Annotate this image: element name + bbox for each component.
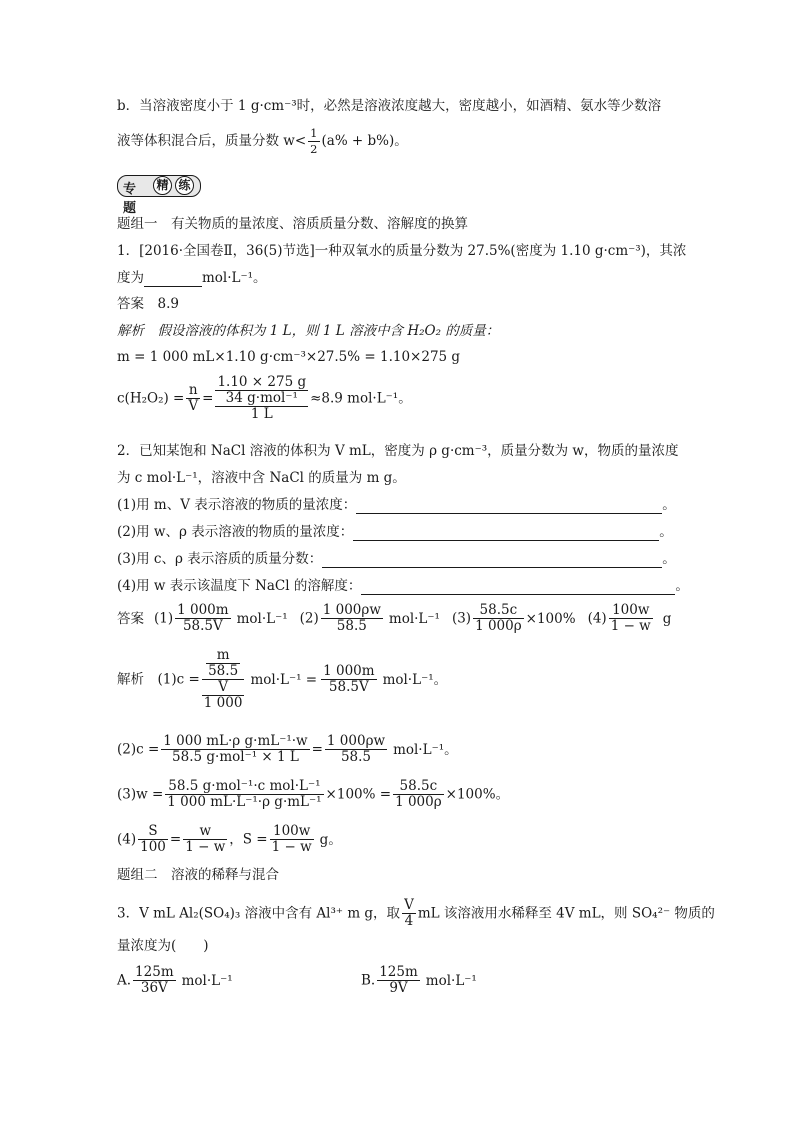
q3-option-b-label: B. — [361, 972, 376, 989]
q1-line2 — [117, 269, 267, 287]
q2-a4-den: 1 − w — [610, 618, 651, 634]
q2-a4-num: 100w — [609, 603, 653, 619]
q2-an4-s-den: 100 — [140, 839, 166, 855]
q2-an2-r-den: 58.5 — [340, 749, 372, 765]
q2-a4-pre: (4) — [587, 610, 607, 627]
q2-a3-unit: ×100% — [525, 610, 576, 627]
q3-optA-den: 36V — [140, 980, 168, 996]
q2-an3-r-den: 1 000ρ — [395, 794, 442, 810]
q2-sub1 — [117, 496, 676, 514]
q2-an4-w-den: 1 − w — [185, 839, 226, 855]
half-fraction — [308, 126, 319, 157]
q2-an1-top — [206, 648, 240, 679]
q3-optA-num: 125m — [135, 964, 174, 980]
q2-sub3-text: (3)用 c、ρ 表示溶质的质量分数： — [117, 551, 323, 567]
q2-a2-fraction — [321, 603, 383, 634]
q2-an4-w-fraction — [183, 824, 227, 855]
q2-sub3 — [117, 550, 676, 568]
q1-analysis: 解析 假设溶液的体积为 1 L，则 1 L 溶液中含 H₂O₂ 的质量： — [117, 323, 500, 339]
q2-sub4 — [117, 577, 689, 595]
q3-pre: 3．V mL Al₂(SO₄)₃ 溶液中含有 Al³⁺ m g，取 — [117, 905, 401, 922]
q2-an1-end: mol·L⁻¹。 — [382, 671, 448, 688]
q2-sub1-blank[interactable] — [356, 499, 662, 514]
q2-an4-mid: ，S = — [229, 831, 268, 848]
q2-an3-mid: ×100% = — [325, 786, 392, 803]
q3-option-a-label: A. — [117, 972, 132, 989]
q2-sub2-end: 。 — [659, 524, 673, 540]
q2-line1: 2．已知某饱和 NaCl 溶液的体积为 V mL，密度为 ρ g·cm⁻³，质量分数为 w，物质的量浓度 — [117, 443, 679, 459]
q2-a4-unit: g — [662, 610, 672, 627]
q2-answer-label: 答案 — [117, 610, 144, 627]
group1-title: 题组一 有关物质的量浓度、溶质质量分数、溶解度的换算 — [117, 216, 468, 231]
q2-sub4-blank[interactable] — [361, 580, 675, 595]
q2-an3-fraction — [165, 779, 323, 810]
q2-an3-end: ×100%。 — [445, 786, 510, 803]
q3-v-over-4 — [402, 898, 416, 929]
q2-a1-num: 1 000m — [177, 602, 229, 618]
q2-sub3-end: 。 — [662, 551, 676, 567]
q2-an1-bottom — [202, 680, 245, 711]
q1-concentration: c(H₂O₂) = $\frac{n}{V}$ = $\frac{\frac{1.10 \times 275 g}{\text{34 g·mol⁻¹}}}{1 L}$ ≈8.9 mol·L⁻¹。 — [117, 374, 412, 422]
q2-sub1-text: (1)用 m、V 表示溶液的物质的量浓度： — [117, 497, 357, 513]
q2-analysis-1 — [117, 648, 447, 711]
q2-a3-den: 1 000ρ — [475, 618, 522, 634]
q1-c-result: ≈8.9 mol·L⁻¹。 — [310, 390, 412, 407]
q2-an4-end: g。 — [319, 831, 342, 848]
q2-an1-result — [321, 664, 376, 695]
q2-an2-end: mol·L⁻¹。 — [393, 741, 458, 758]
half-num: 1 — [310, 126, 318, 140]
q2-a2-den: 58.5 — [336, 618, 367, 634]
q2-an2-den: 58.5 g·mol⁻¹ × 1 L — [172, 749, 299, 765]
badge-char-lian: 练 — [175, 176, 194, 195]
q3-optB-den: 9V — [389, 980, 408, 996]
intro-b-line2-post: (a% + b%)。 — [321, 133, 408, 149]
q2-a3-fraction — [473, 603, 524, 634]
q2-a1-unit: mol·L⁻¹ — [236, 610, 288, 627]
q2-sub1-end: 。 — [662, 497, 676, 513]
badge-char-jing: 精 — [153, 176, 172, 195]
q2-an1-bot-den: 1 000 — [203, 695, 243, 711]
q1-inner-fraction — [215, 375, 308, 406]
q1-c-pre: c(H₂O₂) = — [117, 390, 185, 407]
q2-sub2-text: (2)用 w、ρ 表示溶液的物质的量浓度： — [117, 524, 354, 540]
group2-title: 题组二 溶液的稀释与混合 — [117, 867, 279, 882]
q2-an1-compound — [202, 648, 245, 711]
q2-a2-num: 1 000ρw — [322, 602, 381, 618]
q2-sub2-blank[interactable] — [353, 526, 659, 541]
q2-an4-s-fraction — [138, 824, 168, 855]
q2-sub4-text: (4)用 w 表示该温度下 NaCl 的溶解度： — [117, 578, 362, 594]
q2-an1-top-num: m — [206, 648, 240, 664]
intro-b-line2 — [117, 126, 408, 157]
q2-an3-result — [393, 779, 444, 810]
q2-an3-den: 1 000 mL·L⁻¹·ρ g·mL⁻¹ — [167, 794, 322, 810]
q2-an2-pre: (2)c = — [117, 741, 160, 758]
q2-sub2 — [117, 523, 673, 541]
q2-an2-eq: = — [311, 741, 323, 758]
q2-a3-pre: (3) — [451, 610, 472, 627]
q3-frac-den: 4 — [404, 913, 414, 929]
q2-an1-bot-num: V — [202, 680, 245, 696]
q2-analysis-4 — [117, 824, 342, 855]
q2-an2-r-num: 1 000ρw — [326, 733, 386, 749]
q2-line2: 为 c mol·L⁻¹，溶液中含 NaCl 的质量为 m g。 — [117, 470, 406, 486]
q2-a4-fraction — [609, 603, 653, 634]
q2-analysis-3 — [117, 779, 509, 810]
q3-line2: 量浓度为( ) — [117, 938, 209, 954]
q2-an2-fraction — [161, 734, 309, 765]
q3-optB-unit: mol·L⁻¹ — [425, 972, 477, 989]
half-den: 2 — [310, 142, 318, 156]
q1-outer-den: 1 L — [250, 406, 273, 422]
q3-option-b-fraction — [377, 965, 420, 996]
q2-a1-den: 58.5V — [182, 618, 223, 634]
q2-an1-r-num: 1 000m — [323, 663, 375, 679]
q3-post: mL 该溶液用水稀释至 4V mL，则 SO₄²⁻ 物质的 — [417, 905, 715, 922]
q1-answer: 答案 8.9 — [117, 296, 179, 312]
q2-an4-result — [270, 824, 314, 855]
q2-an3-pre: (3)w = — [117, 786, 164, 803]
q3-option-b[interactable] — [361, 965, 477, 996]
q1-inner-den: 34 g·mol⁻¹ — [225, 390, 298, 406]
q1-inner-num: 1.10 × 275 g — [217, 374, 307, 390]
q3-frac-num: V — [404, 897, 414, 913]
q2-a1-fraction — [175, 603, 230, 634]
q2-an4-pre: (4) — [117, 831, 137, 848]
q2-an4-s-num: S — [138, 824, 168, 840]
q2-an4-r-den: 1 − w — [271, 839, 312, 855]
intro-b-line2-pre: 液等体积混合后，质量分数 w< — [117, 133, 307, 149]
q1-c-v: V — [188, 398, 199, 414]
q3-line1 — [117, 898, 715, 929]
q3-option-a[interactable] — [117, 965, 233, 996]
q2-an1-top-den: 58.5 — [208, 663, 239, 679]
q2-an3-num: 58.5 g·mol⁻¹·c mol·L⁻¹ — [165, 779, 323, 795]
q3-optA-unit: mol·L⁻¹ — [181, 972, 233, 989]
q3-optB-num: 125m — [379, 964, 418, 980]
q2-a3-num: 58.5c — [473, 603, 524, 619]
q1-mass: m = 1 000 mL×1.10 g·cm⁻³×27.5% = 1.10×275 g — [117, 349, 461, 365]
q2-an3-r-num: 58.5c — [393, 779, 444, 795]
q2-sub3-blank[interactable] — [322, 553, 662, 568]
q1-line2-pre: 度为 — [117, 270, 144, 286]
q2-an4-eq: = — [169, 831, 182, 848]
q1-line1: 1．[2016·全国卷Ⅱ，36(5)节选]一种双氧水的质量分数为 27.5%(密度为 1.10 g·cm⁻³)，其浓 — [117, 243, 687, 259]
q2-an4-w-num: w — [183, 824, 227, 840]
q1-line2-post: mol·L⁻¹。 — [202, 270, 267, 286]
q2-an4-r-num: 100w — [270, 824, 314, 840]
q2-analysis-2 — [117, 734, 458, 765]
q2-a2-unit: mol·L⁻¹ — [388, 610, 440, 627]
q1-c-n: n — [186, 383, 200, 399]
q2-an1-r-den: 58.5V — [328, 679, 369, 695]
badge-text: 专题 — [123, 181, 137, 215]
q2-a2-pre: (2) — [299, 610, 319, 627]
q2-an2-result — [325, 734, 387, 765]
intro-b-line1: b．当溶液密度小于 1 g·cm⁻³时，必然是溶液浓度越大，密度越小，如酒精、氨水等少数溶 — [117, 98, 662, 114]
q2-analysis-label: 解析 (1)c = — [117, 671, 200, 688]
q2-an2-num: 1 000 mL·ρ g·mL⁻¹·w — [163, 733, 308, 749]
q2-sub4-end: 。 — [675, 578, 689, 594]
q1-answer-blank[interactable] — [144, 272, 202, 287]
q1-compound-fraction — [215, 375, 308, 422]
q2-answer — [117, 603, 671, 634]
q1-n-over-v — [186, 383, 200, 414]
q2-an1-mid: mol·L⁻¹ = — [250, 671, 318, 688]
q2-a1-pre: (1) — [154, 610, 174, 627]
q3-option-a-fraction — [133, 965, 176, 996]
